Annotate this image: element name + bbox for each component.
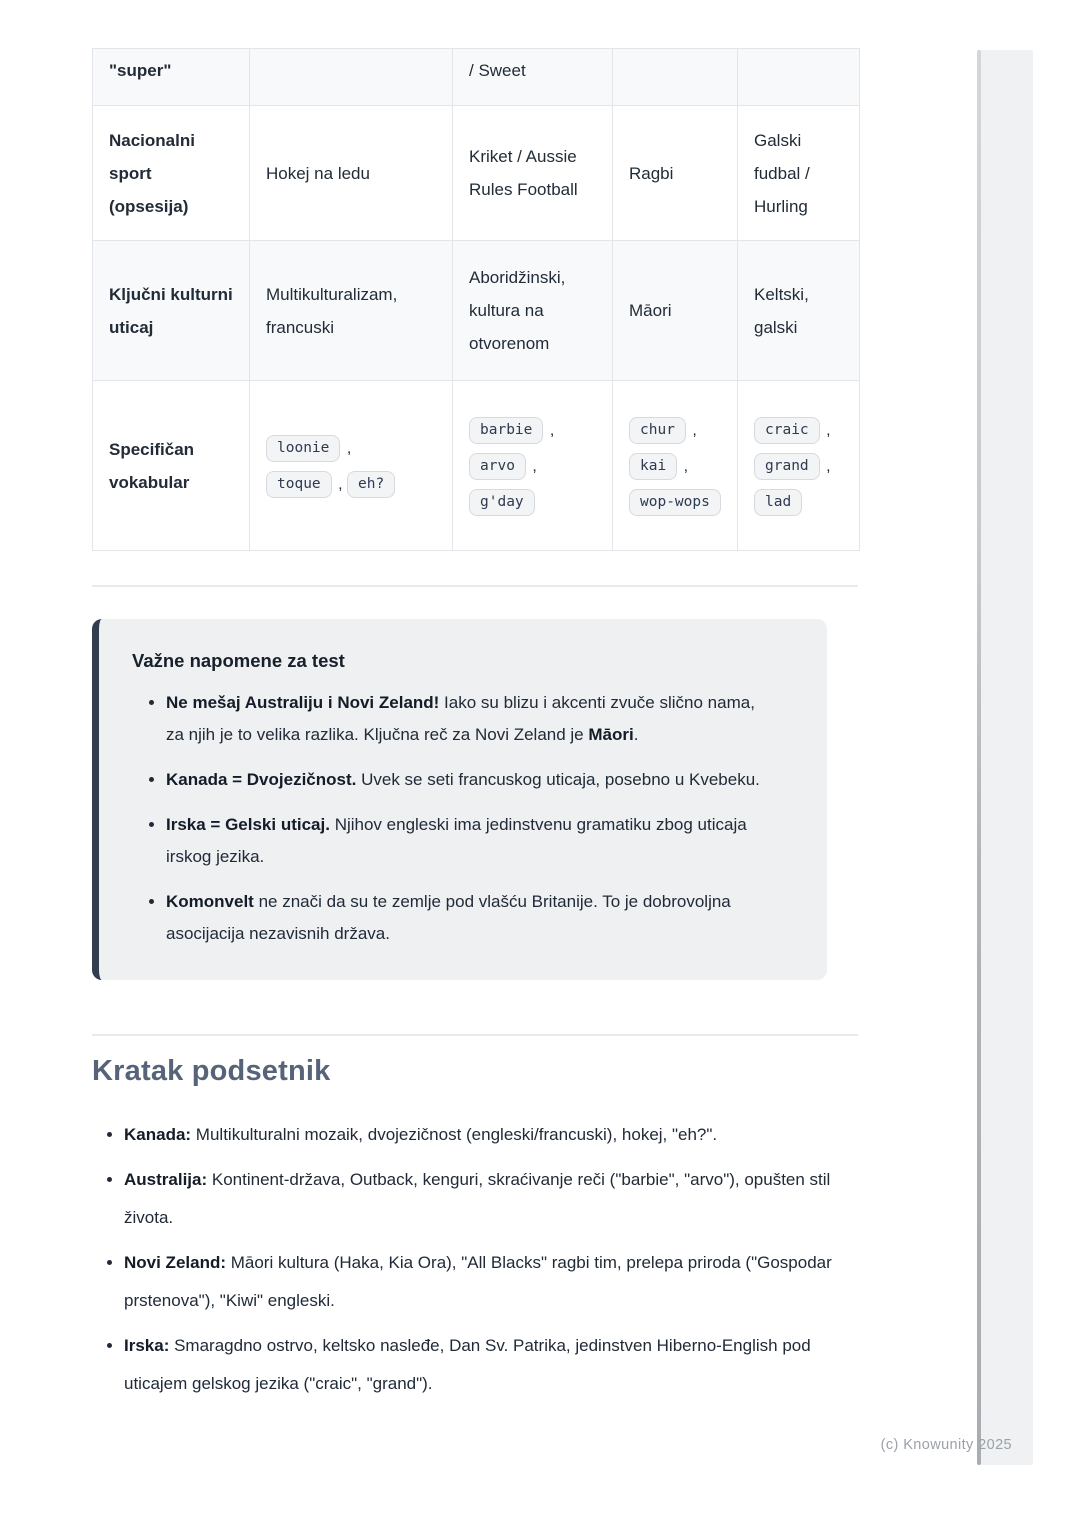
summary-section [92, 1051, 859, 1403]
table-cell [250, 49, 453, 106]
summary-item: • Kanada: Multikulturalni mozaik, dvojezičnost (engleski/francuski), hokej, "eh?". [124, 1116, 844, 1154]
row-label-cell: Ključni kulturni uticaj [93, 241, 250, 381]
table-cell: Māori [613, 241, 738, 381]
table-row [93, 381, 860, 551]
table-cell: Kriket / Aussie Rules Football [453, 106, 613, 241]
scrollbar-track[interactable] [977, 50, 1033, 1465]
note-item: • Irska = Gelski uticaj. Njihov engleski ima jedinstvenu gramatiku zbog uticaja irskog jezika. [166, 809, 766, 873]
vocab-chip: arvo [469, 453, 526, 480]
summary-heading: Kratak podsetnik [92, 1055, 331, 1087]
table-cell: Galski fudbal / Hurling [738, 106, 860, 241]
vocab-chip: lad [754, 489, 802, 516]
summary-item: • Australija: Kontinent-država, Outback, kenguri, skraćivanje reči ("barbie", "arvo"), opušten stil života. [124, 1161, 844, 1237]
vocab-chip: toque [266, 471, 332, 498]
note-item: • Komonvelt ne znači da su te zemlje pod vlašću Britanije. To je dobrovoljna asocijacija nezavisnih država. [166, 886, 766, 950]
section-divider [92, 585, 858, 587]
table-cell: Ragbi [613, 106, 738, 241]
callout-list [132, 687, 791, 950]
copyright-watermark: (c) Knowunity 2025 [880, 1437, 1012, 1453]
table-cell: Hokej na ledu [250, 106, 453, 241]
page-content [92, 48, 859, 1410]
summary-item: • Novi Zeland: Māori kultura (Haka, Kia Ora), "All Blacks" ragbi tim, prelepa priroda ("Gospodar prstenova"), "Kiwi" engleski. [124, 1244, 844, 1320]
note-item: • Kanada = Dvojezičnost. Uvek se seti francuskog uticaja, posebno u Kvebeku. [166, 764, 766, 796]
vocab-chip: craic [754, 417, 820, 444]
table-cell: Keltski, galski [738, 241, 860, 381]
table-cell: / Sweet [453, 49, 613, 106]
section-divider [92, 1034, 858, 1036]
table-cell: Aboridžinski, kultura na otvorenom [453, 241, 613, 381]
notes-callout [92, 619, 827, 980]
callout-title: Važne napomene za test [132, 650, 345, 671]
row-label-cell: Specifičan vokabular [93, 381, 250, 551]
table-row [93, 49, 860, 106]
table-cell: chur , kai , wop-wops [613, 381, 738, 551]
row-label-cell: "super" [93, 49, 250, 106]
vocab-chip: g'day [469, 489, 535, 516]
scrollbar-thumb[interactable] [977, 50, 981, 1465]
table-cell: craic , grand , lad [738, 381, 860, 551]
table-cell: loonie , toque , eh? [250, 381, 453, 551]
summary-item: • Irska: Smaragdno ostrvo, keltsko nasleđe, Dan Sv. Patrika, jedinstven Hiberno-English pod uticajem gelskog jezika ("craic", "grand"). [124, 1327, 844, 1403]
comparison-table [92, 48, 860, 551]
vocab-chip: eh? [347, 471, 395, 498]
vocab-chip: kai [629, 453, 677, 480]
vocab-chip: loonie [266, 435, 340, 462]
table-cell [738, 49, 860, 106]
summary-list [92, 1116, 859, 1403]
table-row [93, 106, 860, 241]
table-row [93, 241, 860, 381]
vocab-chip: barbie [469, 417, 543, 444]
row-label-cell: Nacionalni sport (opsesija) [93, 106, 250, 241]
note-item: • Ne mešaj Australiju i Novi Zeland! Iako su blizu i akcenti zvuče slično nama, za njih je to velika razlika. Ključna reč za Novi Zeland je Māori. [166, 687, 766, 751]
vocab-chip: chur [629, 417, 686, 444]
vocab-chip: grand [754, 453, 820, 480]
table-cell [613, 49, 738, 106]
table-cell: Multikulturalizam, francuski [250, 241, 453, 381]
table-cell: barbie , arvo , g'day [453, 381, 613, 551]
vocab-chip: wop-wops [629, 489, 721, 516]
